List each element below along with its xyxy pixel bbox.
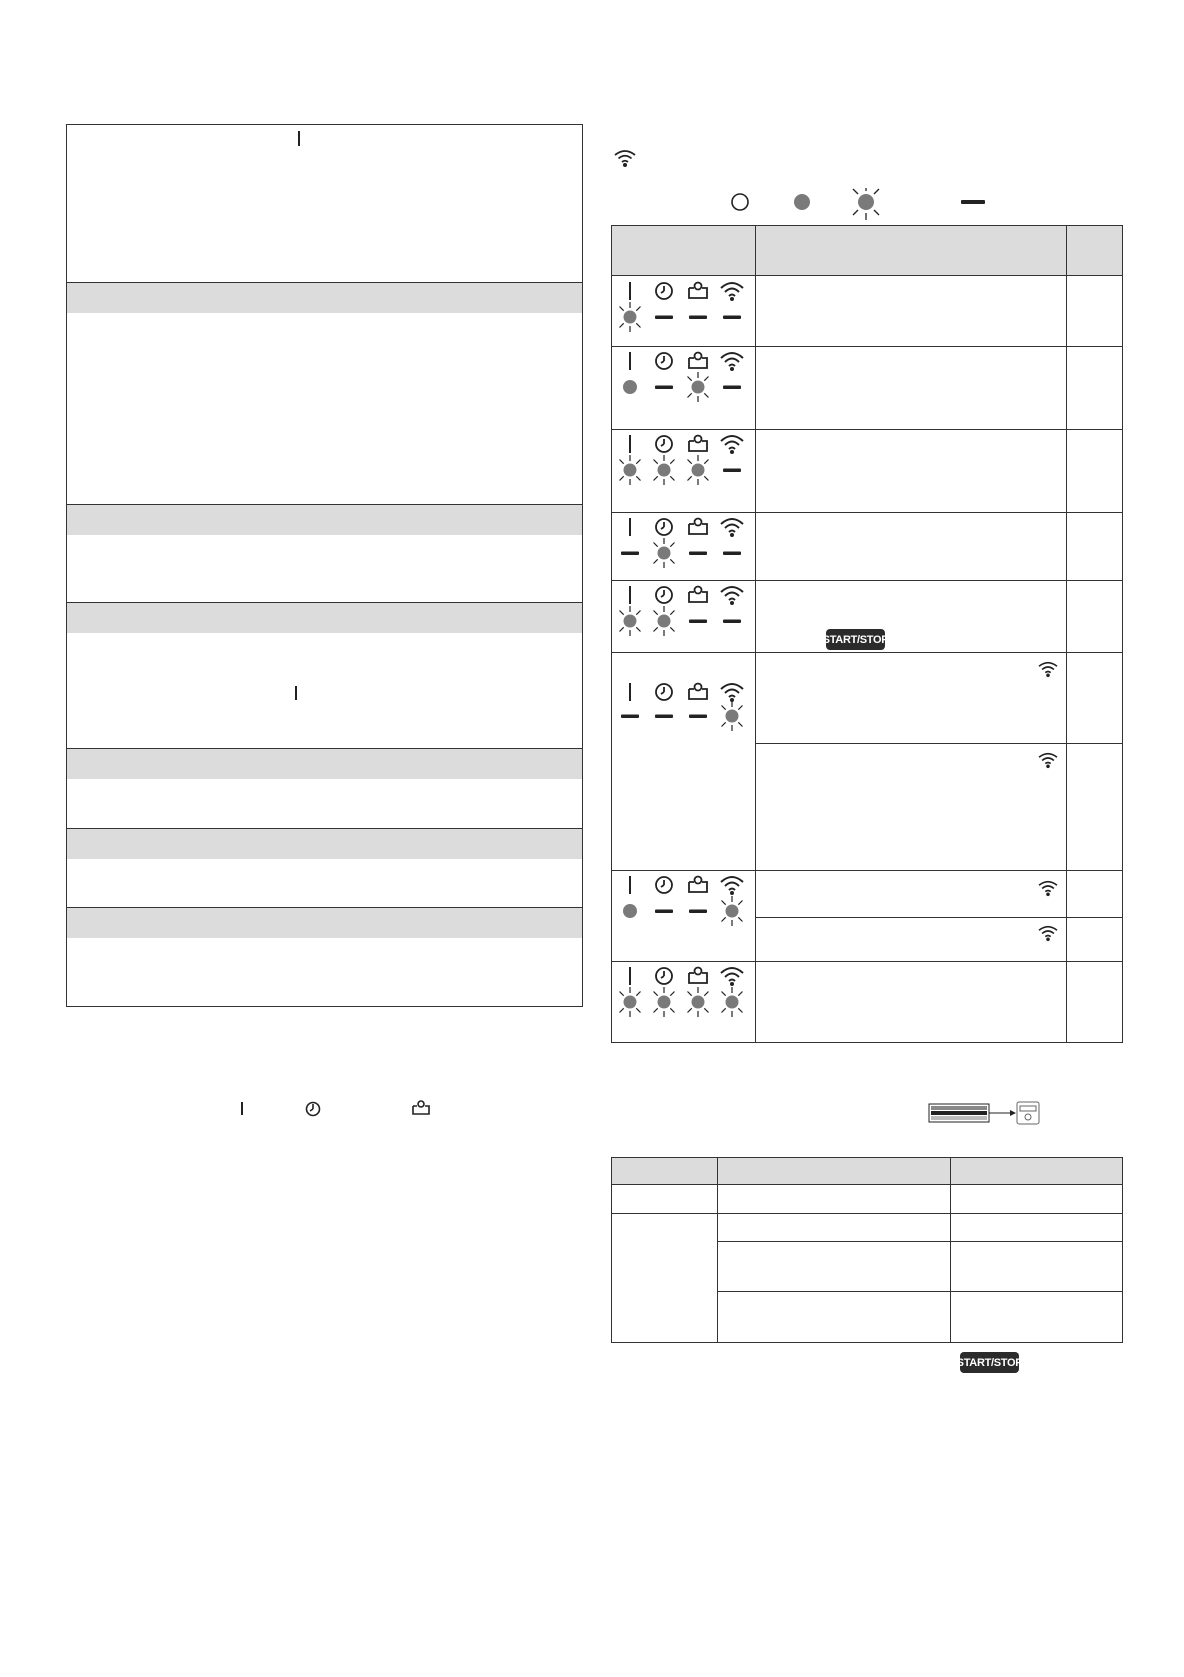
led-state-any (621, 715, 639, 719)
timer-indicator-icon (656, 877, 672, 893)
led-state-any (655, 386, 673, 390)
indicator-row (623, 352, 743, 402)
wifi-icon (1037, 660, 1059, 678)
power-indicator-icon (629, 967, 631, 985)
timer-indicator-icon (656, 283, 672, 299)
led-state-any (689, 620, 707, 624)
led-state-blink (620, 302, 641, 332)
led-state-blink (654, 455, 675, 485)
power-indicator-icon (629, 282, 631, 300)
timer-indicator-icon (656, 684, 672, 700)
inline-icons-row (230, 1098, 450, 1120)
wifi-icon (613, 148, 637, 168)
led-state-blink (688, 372, 709, 402)
power-symbol-inline (298, 131, 300, 146)
start-stop-button[interactable]: START/STOP (960, 1352, 1019, 1373)
power-indicator-icon (629, 435, 631, 453)
timer-indicator-icon (656, 519, 672, 535)
wifi-indicator-icon (721, 353, 743, 371)
indicator-row (623, 876, 743, 926)
left-table-band-5 (67, 829, 582, 859)
led-state-blink (620, 606, 641, 636)
led-state-blink (620, 987, 641, 1017)
indicator-row (620, 967, 744, 1017)
led-state-any (689, 910, 707, 914)
led-state-any (689, 552, 707, 556)
mode-indicator-icon (689, 353, 707, 369)
timer-indicator-icon (656, 968, 672, 984)
mode-indicator-icon (689, 877, 707, 893)
mode-indicator-icon (689, 684, 707, 700)
led-any-icon (961, 200, 985, 204)
indicator-row (620, 435, 744, 485)
indicator-row (620, 282, 744, 332)
legend (728, 188, 1008, 224)
led-state-any (723, 552, 741, 556)
mode-indicator-icon (689, 587, 707, 603)
wifi-indicator-icon (721, 519, 743, 537)
led-on-icon (794, 194, 810, 210)
power-icon (241, 1102, 243, 1115)
left-table-band-3 (67, 603, 582, 633)
led-state-blink (722, 987, 743, 1017)
mode-table-header (612, 1158, 1122, 1184)
indicator-row (621, 518, 743, 568)
led-state-blink (620, 455, 641, 485)
power-indicator-icon (629, 586, 631, 604)
wifi-indicator-icon (721, 684, 743, 702)
power-indicator-icon (629, 352, 631, 370)
timer-indicator-icon (656, 353, 672, 369)
mode-indicator-icon (689, 436, 707, 452)
led-state-any (689, 715, 707, 719)
led-state-any (723, 316, 741, 320)
led-off-icon (732, 194, 748, 210)
led-state-blink (722, 701, 743, 731)
wifi-icon (1037, 924, 1059, 942)
wifi-indicator-icon (721, 877, 743, 895)
timer-indicator-icon (656, 587, 672, 603)
led-state-blink (688, 987, 709, 1017)
power-indicator-icon (629, 683, 631, 701)
power-indicator-icon (629, 876, 631, 894)
led-state-any (723, 469, 741, 473)
indicator-row (620, 586, 744, 636)
power-indicator-icon (629, 518, 631, 536)
mode-indicator-icon (689, 968, 707, 984)
manual-auto-label-illustration (928, 1100, 1040, 1126)
led-state-blink (722, 896, 743, 926)
led-state-blink (654, 987, 675, 1017)
left-table-band-4 (67, 749, 582, 779)
wifi-indicator-icon (721, 587, 743, 605)
led-state-on (623, 380, 637, 394)
led-state-any (689, 316, 707, 320)
indicator-row (621, 683, 743, 731)
led-state-any (655, 715, 673, 719)
left-info-table (66, 124, 583, 1007)
led-state-blink (654, 606, 675, 636)
led-state-blink (654, 538, 675, 568)
left-table-band-2 (67, 505, 582, 535)
led-state-blink (688, 455, 709, 485)
mode-indicator-icon (689, 519, 707, 535)
mode-indicator-icon (689, 283, 707, 299)
power-symbol-inline-2 (295, 686, 297, 700)
wifi-indicator-icon (721, 968, 743, 986)
wifi-icon (1037, 751, 1059, 769)
wifi-indicator-icon (721, 283, 743, 301)
wifi-icon (1037, 879, 1059, 897)
led-state-any (723, 620, 741, 624)
left-table-band-6 (67, 908, 582, 938)
led-state-any (655, 316, 673, 320)
timer-icon (307, 1103, 320, 1116)
led-state-any (621, 552, 639, 556)
start-stop-button[interactable]: START/STOP (826, 629, 885, 650)
led-state-any (723, 386, 741, 390)
status-table-header (612, 226, 1122, 275)
timer-indicator-icon (656, 436, 672, 452)
left-table-band-1 (67, 283, 582, 313)
led-blink-icon (853, 188, 879, 220)
status-indicators (612, 276, 755, 1042)
wifi-indicator-icon (721, 436, 743, 454)
led-state-any (655, 910, 673, 914)
mode-icon (413, 1101, 429, 1114)
led-state-on (623, 904, 637, 918)
